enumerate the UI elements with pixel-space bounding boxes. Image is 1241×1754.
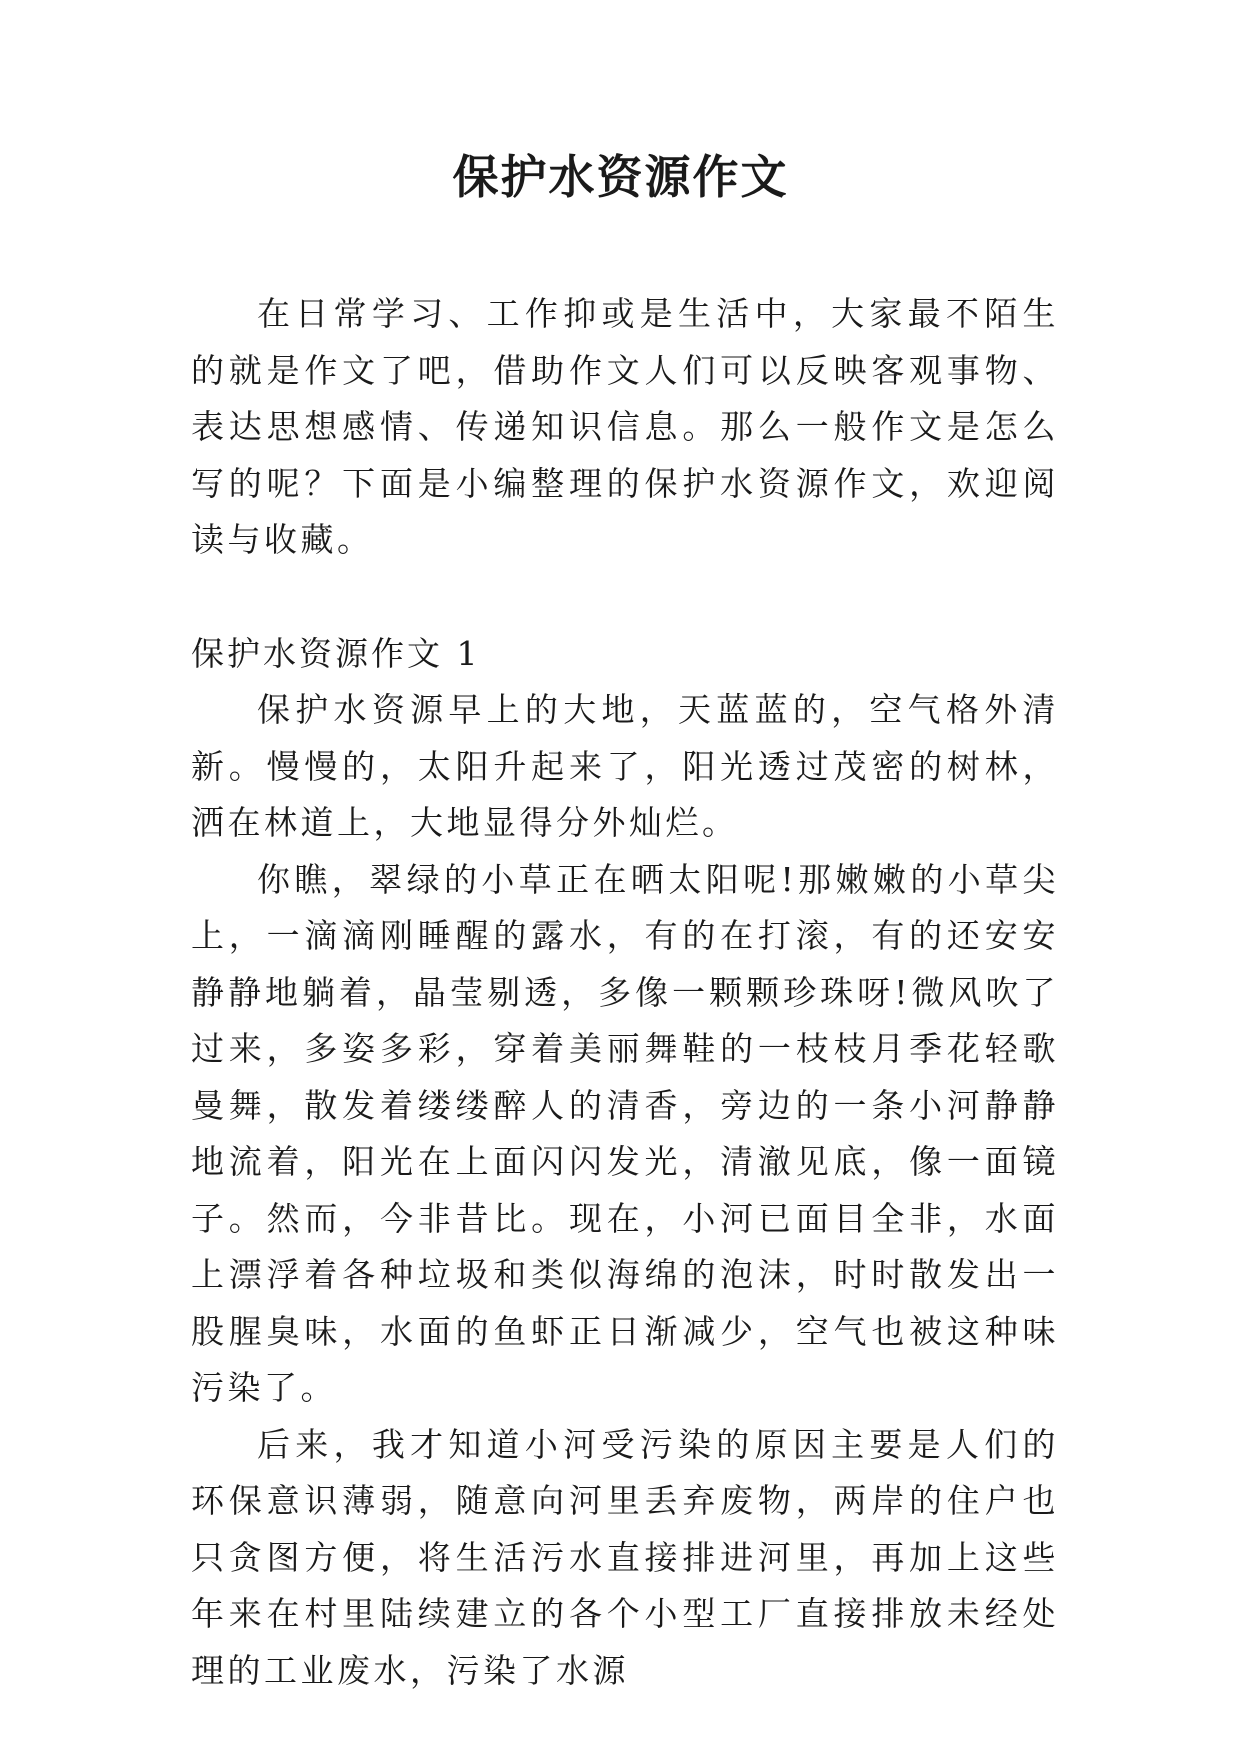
- section-paragraph-1: 保护水资源早上的大地，天蓝蓝的，空气格外清新。慢慢的，太阳升起来了，阳光透过茂密的树林，洒在林道上，大地显得分外灿烂。: [191, 690, 1059, 842]
- section-paragraph-3: 后来，我才知道小河受污染的原因主要是人们的环保意识薄弱，随意向河里丢弃废物，两岸的住户也只贪图方便，将生活污水直接排进河里，再加上这些年来在村里陆续建立的各个小型工厂直接排放未经处理的工业废水，污染了水源: [191, 1424, 1059, 1690]
- section-heading: 保护水资源作文 1: [191, 633, 481, 673]
- section-paragraph-2: 你瞧，翠绿的小草正在晒太阳呢!那嫩嫩的小草尖上，一滴滴刚睡醒的露水，有的在打滚，有的还安安静静地躺着，晶莹剔透，多像一颗颗珍珠呀!微风吹了过来，多姿多彩，穿着美丽舞鞋的一枝枝月季花轻歌曼舞，散发着缕缕醉人的清香，旁边的一条小河静静地流着，阳光在上面闪闪发光，清澈见底，像一面镜子。然而，今非昔比。现在，小河已面目全非，水面上漂浮着各种垃圾和类似海绵的泡沫，时时散发出一股腥臭味，水面的鱼虾正日渐减少，空气也被这种味污染了。: [191, 859, 1059, 1407]
- document-title: 保护水资源作文: [452, 150, 789, 204]
- intro-paragraph: 在日常学习、工作抑或是生活中，大家最不陌生的就是作文了吧，借助作文人们可以反映客观事物、表达思想感情、传递知识信息。那么一般作文是怎么写的呢？下面是小编整理的保护水资源作文，欢迎阅读与收藏。: [191, 294, 1059, 559]
- document-body: [191, 286, 1059, 1699]
